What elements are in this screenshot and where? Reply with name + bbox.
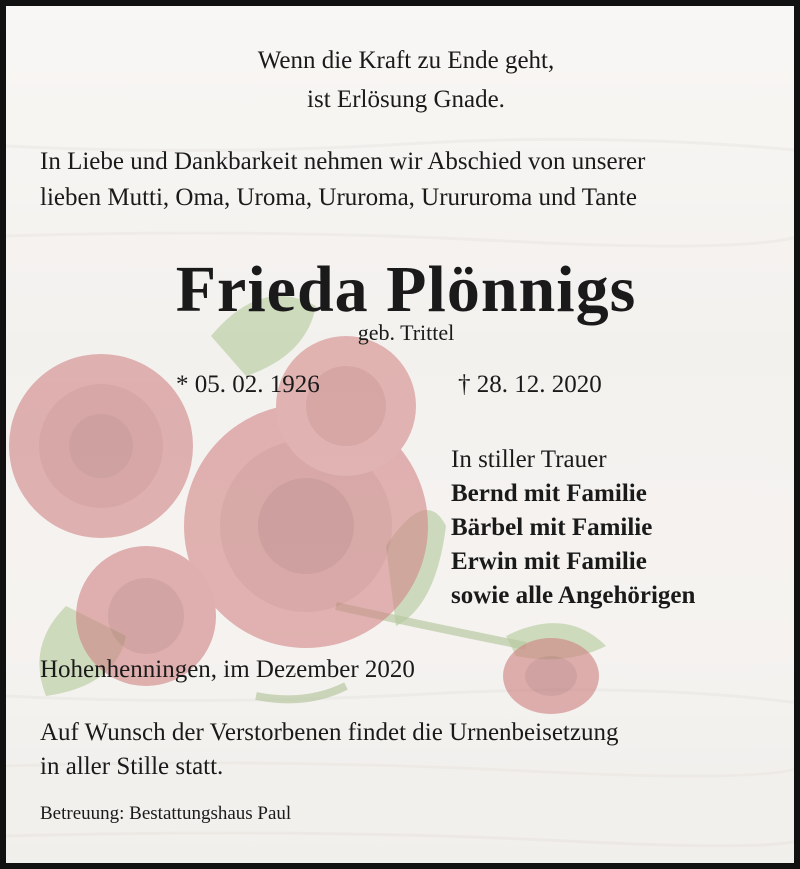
- intro-line-1: In Liebe und Dankbarkeit nehmen wir Abschied von unserer: [40, 148, 646, 175]
- intro-line-2: lieben Mutti, Oma, Uroma, Ururoma, Urururoma und Tante: [40, 184, 637, 211]
- death-date: † 28. 12. 2020: [458, 371, 602, 398]
- mourners-heading: In stiller Trauer: [451, 446, 607, 473]
- undertaker-credit: Betreuung: Bestattungshaus Paul: [40, 803, 292, 824]
- burial-note-line-2: in aller Stille statt.: [40, 753, 224, 780]
- mourner-name: Erwin mit Familie: [451, 548, 647, 575]
- mourner-name: sowie alle Angehörigen: [451, 582, 696, 609]
- mourners-block: [451, 443, 695, 613]
- deceased-name: Frieda Plönnigs: [175, 253, 637, 326]
- maiden-name: geb. Trittel: [357, 320, 455, 345]
- birth-date: * 05. 02. 1926: [176, 371, 320, 398]
- place-and-date: Hohenhenningen, im Dezember 2020: [40, 656, 415, 683]
- mourner-name: Bernd mit Familie: [451, 480, 647, 507]
- mourner-name: Bärbel mit Familie: [451, 514, 653, 541]
- verse-line-1: Wenn die Kraft zu Ende geht,: [257, 47, 555, 74]
- verse-line-2: ist Erlösung Gnade.: [307, 86, 505, 113]
- burial-note-line-1: Auf Wunsch der Verstorbenen findet die Urnenbeisetzung: [40, 719, 619, 746]
- burial-note: [40, 716, 618, 784]
